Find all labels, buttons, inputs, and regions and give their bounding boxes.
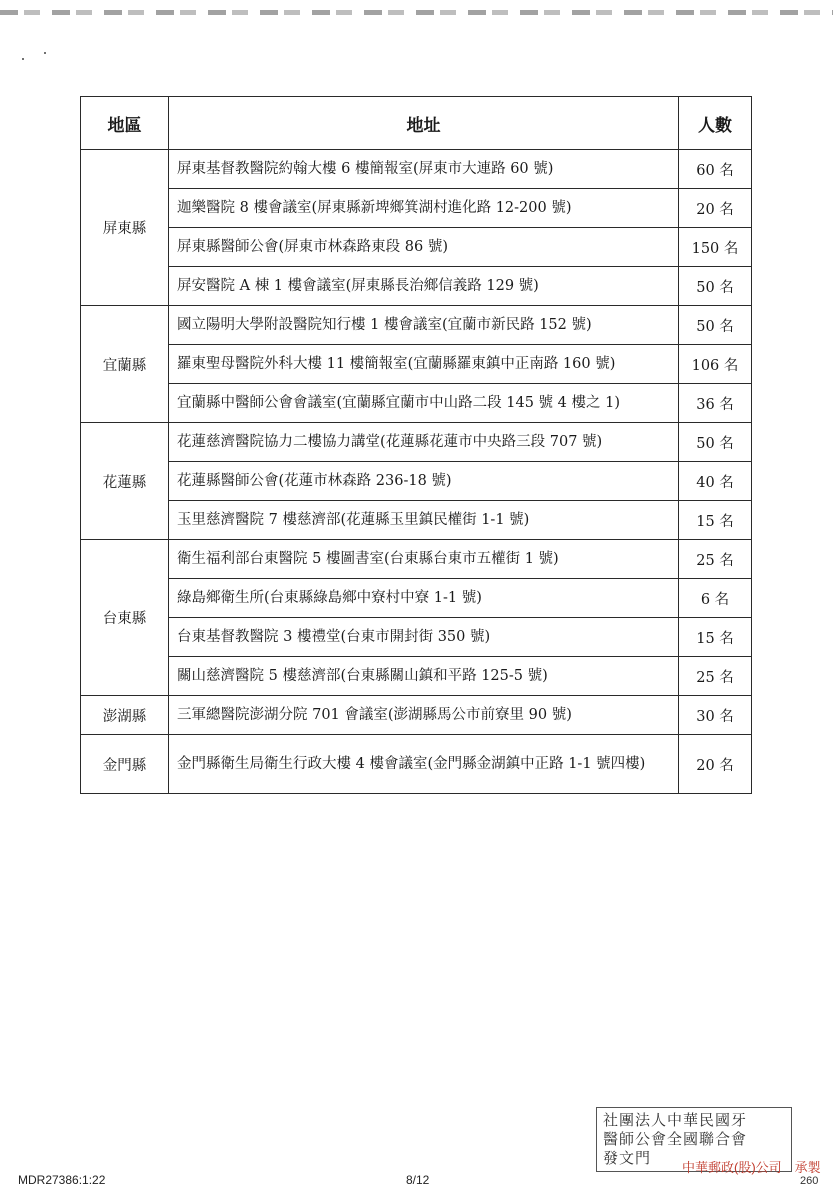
region-cell: 宜蘭縣 (81, 306, 169, 423)
venue-table-body (81, 150, 752, 794)
address-cell: 台東基督教醫院 3 樓禮堂(台東市開封街 350 號) (169, 618, 679, 657)
count-cell: 6 名 (679, 579, 752, 618)
count-cell: 25 名 (679, 540, 752, 579)
address-cell: 屏東縣醫師公會(屏東市林森路東段 86 號) (169, 228, 679, 267)
table-row (81, 657, 752, 696)
count-cell: 15 名 (679, 618, 752, 657)
region-cell: 台東縣 (81, 540, 169, 696)
address-cell: 三軍總醫院澎湖分院 701 會議室(澎湖縣馬公市前寮里 90 號) (169, 696, 679, 735)
header-address: 地址 (169, 97, 679, 150)
table-row (81, 735, 752, 794)
table-row (81, 384, 752, 423)
count-cell: 20 名 (679, 735, 752, 794)
address-cell: 綠島鄉衛生所(台東縣綠島鄉中寮村中寮 1-1 號) (169, 579, 679, 618)
table-row (81, 618, 752, 657)
header-region: 地區 (81, 97, 169, 150)
document-id: MDR27386:1:22 (18, 1173, 106, 1187)
region-cell: 屏東縣 (81, 150, 169, 306)
scan-number: 260 (800, 1175, 819, 1187)
count-cell: 60 名 (679, 150, 752, 189)
table-row (81, 501, 752, 540)
postal-print-mark: 中華郵政(股)公司 承製 (682, 1160, 821, 1175)
address-cell: 宜蘭縣中醫師公會會議室(宜蘭縣宜蘭市中山路二段 145 號 4 樓之 1) (169, 384, 679, 423)
address-cell: 屏安醫院 A 棟 1 樓會議室(屏東縣長治鄉信義路 129 號) (169, 267, 679, 306)
address-cell: 玉里慈濟醫院 7 樓慈濟部(花蓮縣玉里鎮民權街 1-1 號) (169, 501, 679, 540)
count-cell: 150 名 (679, 228, 752, 267)
stamp-line: 發文門 (603, 1149, 652, 1167)
region-cell: 金門縣 (81, 735, 169, 794)
count-cell: 20 名 (679, 189, 752, 228)
count-cell: 30 名 (679, 696, 752, 735)
address-cell: 金門縣衛生局衛生行政大樓 4 樓會議室(金門縣金湖鎮中正路 1-1 號四樓) (169, 735, 679, 794)
count-cell: 25 名 (679, 657, 752, 696)
count-cell: 50 名 (679, 423, 752, 462)
table-row (81, 306, 752, 345)
table-row (81, 462, 752, 501)
count-cell: 50 名 (679, 267, 752, 306)
address-cell: 國立陽明大學附設醫院知行樓 1 樓會議室(宜蘭市新民路 152 號) (169, 306, 679, 345)
address-cell: 屏東基督教醫院約翰大樓 6 樓簡報室(屏東市大連路 60 號) (169, 150, 679, 189)
table-row (81, 228, 752, 267)
table-row (81, 267, 752, 306)
region-cell: 澎湖縣 (81, 696, 169, 735)
venue-table (80, 96, 752, 794)
address-cell: 關山慈濟醫院 5 樓慈濟部(台東縣關山鎮和平路 125-5 號) (169, 657, 679, 696)
address-cell: 花蓮縣醫師公會(花蓮市林森路 236-18 號) (169, 462, 679, 501)
address-cell: 迦樂醫院 8 樓會議室(屏東縣新埤鄉箕湖村進化路 12-200 號) (169, 189, 679, 228)
table-row (81, 579, 752, 618)
stamp-line: 社團法人中華民國牙 (603, 1111, 748, 1129)
table-row (81, 150, 752, 189)
table-header-row (81, 97, 752, 150)
scan-edge-noise (0, 10, 833, 15)
page-number: 8/12 (406, 1173, 430, 1187)
table-row (81, 540, 752, 579)
address-cell: 羅東聖母醫院外科大樓 11 樓簡報室(宜蘭縣羅東鎮中正南路 160 號) (169, 345, 679, 384)
count-cell: 15 名 (679, 501, 752, 540)
stamp-line: 醫師公會全國聯合會 (603, 1130, 748, 1148)
count-cell: 106 名 (679, 345, 752, 384)
region-cell: 花蓮縣 (81, 423, 169, 540)
table-row (81, 189, 752, 228)
address-cell: 花蓮慈濟醫院協力二樓協力講堂(花蓮縣花蓮市中央路三段 707 號) (169, 423, 679, 462)
table-row (81, 345, 752, 384)
scan-speck (44, 52, 46, 54)
scan-speck (22, 58, 24, 60)
count-cell: 40 名 (679, 462, 752, 501)
table-row (81, 696, 752, 735)
header-count: 人數 (679, 97, 752, 150)
table-row (81, 423, 752, 462)
address-cell: 衛生福利部台東醫院 5 樓圖書室(台東縣台東市五權街 1 號) (169, 540, 679, 579)
count-cell: 50 名 (679, 306, 752, 345)
count-cell: 36 名 (679, 384, 752, 423)
